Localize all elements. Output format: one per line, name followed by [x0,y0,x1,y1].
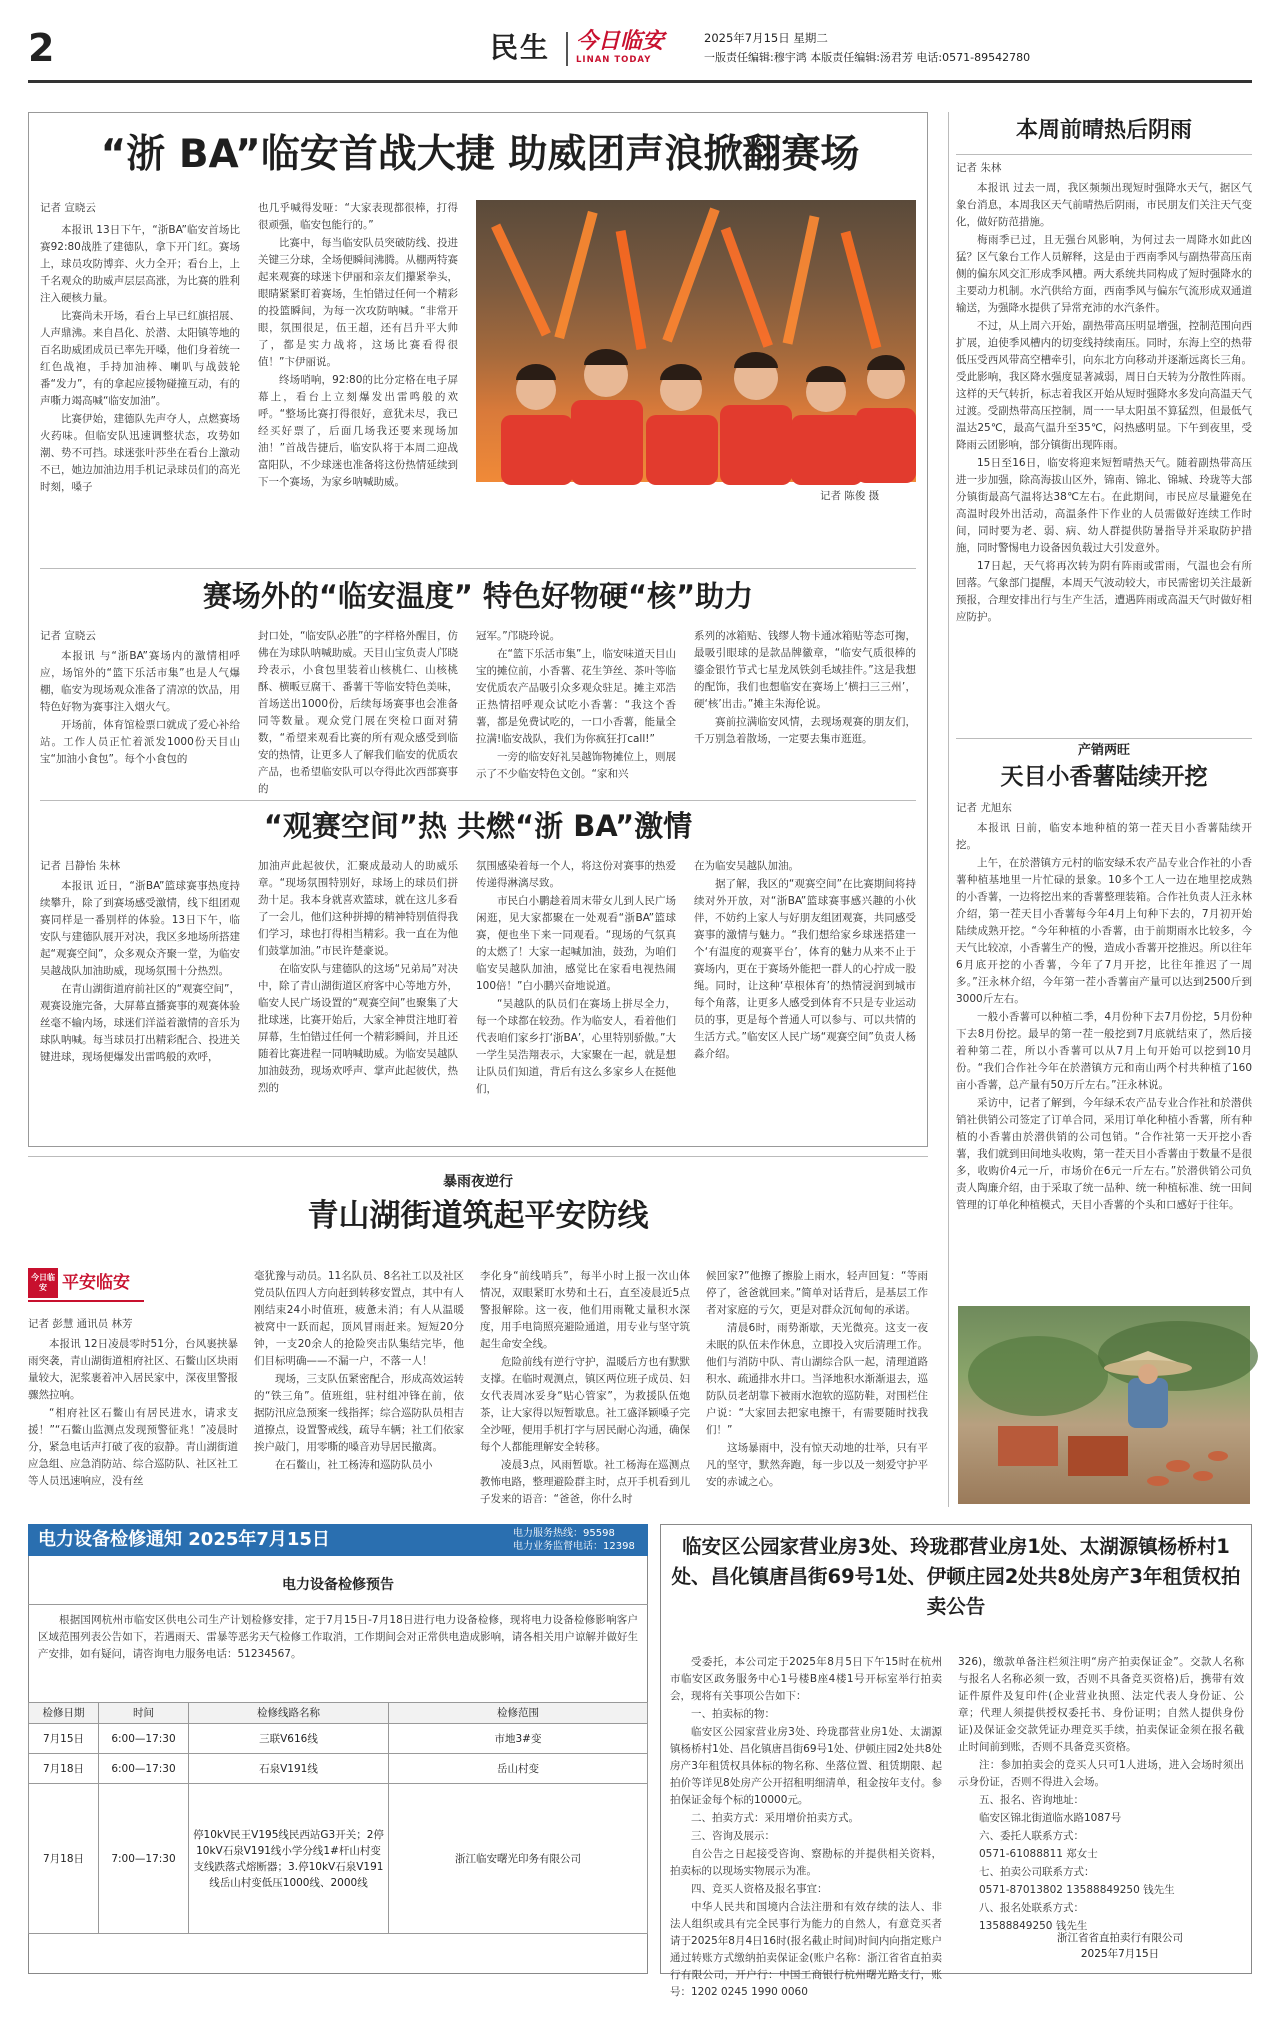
right-column-rule [948,112,949,1507]
byline-warmth: 记者 宣晓云 [40,630,96,642]
warmth-col4: 系列的冰箱贴、钱缪人物卡通冰箱贴等态可掬，最吸引眼球的是款品牌徽章，“临安气质很棒的鎏金银竹节式七星龙凤铁剑毛域挂件。”这是我想的配饰，我们也想临安在赛场上‘横扫三三州’，硬‘核’出击。”摊主朱海伦说。 赛前拉满临安风情，去现场观赛的朋友们，千万别急着散场，一定要去集市逛逛。 [694,630,916,745]
headline-viewing: “观赛空间”热 共燃“浙 BA”激情 [263,809,693,843]
page-header [28,26,1252,78]
photo-credit-basketball: 记者 陈俊 摄 [820,490,880,502]
headline-potato: 天目小香薯陆续开挖 [1000,764,1208,790]
power-band [28,1524,648,1556]
logo-en: LINAN TODAY [576,55,652,65]
divider-safety [28,1156,928,1157]
safety-badge-underline [28,1300,144,1302]
photo-basketball-fans [476,200,916,482]
headline-warmth: 赛场外的“临安温度” 特色好物硬“核”助力 [202,579,754,613]
headline-basketball: “浙 BA”临安首战大捷 助威团声浪掀翻赛场 [100,132,860,177]
potato-body: 本报讯 日前，临安本地种植的第一茬天目小香薯陆续开挖。 上午，在於潜镇方元村的临安绿禾农产品专业合作社的小香薯种植基地里一片忙碌的景象。10多个工人一边在地里挖成熟的小香薯，一边将挖出来的香薯整理装箱。合作社负责人汪永林介绍，第一茬天目小香薯每今年4月上旬种下去的，7月初开始陆续成熟开挖。“今年种植的小香薯，由于前期雨水比较多，今天气比较凉，小香薯生产的慢，造成小香薯开挖推迟。所以往年6月底开挖的小香薯，今年了7月开挖，比往年推迟了一周多。”汪永林介绍，今年第一茬小香薯亩产量可以达到2500斤到3000斤左右。 一般小香薯可以种植二季，4月份种下去7月份挖，5月份种下去8月份挖。最早的第一茬一般挖到7月底就结束了，然后接着种第二茬，所以小香薯可以从7月上旬开始可以挖到10月份。“我们合作社今年在於潜镇方元和南山两个村共种植了160亩小香薯，总产量有50万斤左右。”汪永林说。 采访中，记者了解到，今年绿禾农产品专业合作社和於潜供销社供销公司签定了订单合同，采用订单化种植小香薯，所有种植的小香薯由於潜供销的公司包销。“合作社第一天开挖小香薯，我们就到田间地头收购，第一茬天目小香薯由于数量不是很多，收购价4元一斤，市场价在6元一斤左右。”於潜供销公司负责人陶廉介绍，由于采取了统一品种、统一种植标准、统一田间管理的订单化种植模式，天目小香薯的个头和口感好于往年。 [956,822,1252,1211]
auction-col2: 326)，缴款单备注栏须注明“房产拍卖保证金”。交款人名称与报名人名称必须一致，否则不具备竞买资格)后，携带有效证件原件及复印件(企业营业执照、法定代表人身份证、公章；代理人须提供授权委托书、身份证明；自然人提供身份证)及保证金交款凭证办理竞买手续，拍卖保证金须在报名截止时间前到账，否则不具备竞买资格。 注：参加拍卖会的竞买人只可1人进场，进入会场时须出示身份证，否则不得进入会场。 五、报名、咨询地址： 临安区锦北街道临水路1087号 六、委托人联系方式： 0571-61088811 郑女士 七、拍卖公司联系方式： 0571-87013802 13588849250 钱先生 八、报名处联系方式： 13588849250 钱先生 [958,1656,1244,1932]
byline-potato: 记者 尤旭东 [956,802,1012,814]
warmth-col1: 本报讯 与“浙BA”赛场内的激情相呼应，场馆外的“篮下乐活市集”也是人气爆棚，临安为现场观众准备了清凉的饮品，用特色好物为赛事注入烟火气。 开场前，体育馆检票口就成了爱心补给站。工作人员正忙着派发1000份天目山宝“加油小食包”。每个小食包的 [40,650,240,765]
power-hotline-2: 电力业务监督电话：12398 [513,1541,635,1552]
headline-weather: 本周前晴热后阴雨 [1015,118,1192,143]
page-number: 2 [28,26,55,70]
table-row: 7月18日 7:00—17:30 停10kV民王V195线民西站G3开关；2停10kV石泉V191线小学分线1#杆山村变支线跌落式熔断器；3.停10kV石泉V191线岳山村变低压1000线、2000线 浙江临安曙光印务有限公司 [29,1784,648,1934]
byline-safety: 记者 彭慧 通讯员 林芳 [28,1318,133,1330]
byline-viewing: 记者 吕静怡 朱林 [40,860,121,872]
auction-date: 2025年7月15日 [1080,1948,1160,1960]
safety-col2: 毫犹豫与动员。11名队员、8名社工以及社区党员队伍四人方向赶到转移安置点，其中有人刚结束24小时值班，疲惫未消；有人从温暖被窝中一跃而起，顶风冒雨赶来。短短20分钟，一支20余人的抢险突击队集结完毕，他们目标明确——不漏一户，不落一人！ 现场，三支队伍紧密配合，形成高效运转的“铁三角”。值班组，驻村组冲锋在前，依据防汛应急预案一线指挥；综合巡防队员相吉道撩点，设置警戒线，疏导车辆；社工们依家挨户敲门，用零嘶的嗓音劝导居民撤离。 在石鳖山，社工杨涛和巡防队员小 [254,1270,464,1471]
potato-rule [956,738,1252,739]
safety-badge [28,1268,144,1300]
col-date-header: 检修日期 [29,1703,99,1724]
newspaper-logo [576,28,686,70]
power-notice-title: 电力设备检修预告 [282,1577,394,1593]
header-rule [28,80,1252,83]
viewing-col1: 本报讯 近日，“浙BA”篮球赛事热度持续攀升，除了到赛场感受激情，线下组团观赛同样是一番别样的体验。13日下午，临安队与建德队展开对决，我区多地场所搭建起“观赛空间”，众多观众齐聚一堂，为临安吴越战队加油助威，现场氛围十分热烈。 在青山湖街道府前社区的“观赛空间”，观赛设施完备，大屏幕直播赛事的观赛体验丝毫不输内场，球迷们洋溢着激情的音乐为球队呐喊。每当球员打出精彩配合、投进关键进球，现场便爆发出雷鸣般的欢呼， [40,880,240,1063]
viewing-col4: 在为临安吴越队加油。 据了解，我区的“观赛空间”在比赛期间将持续对外开放，对“浙BA”篮球赛事感兴趣的小伙伴，不妨约上家人与好朋友组团观赛，共同感受赛事的激情与魅力。“我们想给家乡球迷搭建一个‘有温度的观赛平台’，体育的魅力从来不止于赛场内，更在于赛场外能把一群人的心拧成一股绳。同时，让这种‘草根体育’的热情浸润到城市每个角落，让更多人感受到体育不只是专业运动员的事，更是每个普通人可以参与、可以共情的生活方式。”临安区人民广场“观赛空间”负责人杨淼介绍。 [694,860,916,1060]
safety-badge-label: 平安临安 [62,1273,130,1293]
table-row: 7月15日 6:00—17:30 三联V616线 市地3#变 [29,1724,648,1754]
fans-illustration [476,200,916,482]
divider-1 [40,568,916,569]
warmth-col3: 冠军。”邝晓玲说。 在“篮下乐活市集”上，临安味道天目山宝的摊位前，小香薯、花生笋丝、茶叶等临安优质农产品吸引众多观众驻足。摊主邓浩正热情招呼观众试吃小香薯：“我这个香薯，都是免费试吃的，一口小香薯，能量全拉满!临安战队，我们为你疯狂打call!” 一旁的临安好礼吴越饰物摊位上，则展示了不少临安特色文创。“家和兴 [476,630,676,780]
photo-potato-harvest [958,1306,1250,1504]
header-divider [566,32,568,66]
basketball-col2: 也几乎喊得发哑：“大家表现都很棒，打得很顽强，临安包能行的。” 比赛中，每当临安队员突破防线、投进关键三分球，全场便瞬间沸腾。从棚两特赛起来观赛的球迷卞伊丽和亲友们攥紧拳头，眼睛紧紧盯着赛场，生怕错过任何一个精彩的投篮瞬间，为每一次攻防呐喊。“非常开眼，氛围很足，伍王超，还有吕升平大帅了，都是实力战将，这场比赛看得很值！”卞伊丽说。 终场哨响，92:80的比分定格在电子屏幕上，看台上立刻爆发出雷鸣般的欢呼。“整场比赛打得很好，意犹未尽，我已经买好票了，后面几场我还要来现场加油！”首战告捷后，临安队将于本周二迎战富阳队，不少球迷也准备将这份热情延续到下一个赛场，为家乡呐喊助威。 [258,202,458,488]
col-range-header: 检修范围 [389,1703,648,1724]
byline-weather: 记者 朱林 [956,162,1002,174]
warmth-col2: 封口处，“临安队必胜”的字样格外醒目，仿佛在为球队呐喊助威。天目山宝负责人邝晓玲表示，小食包里装着山核桃仁、山核桃酥、横畈豆腐干、番薯干等临安特色美味，首场送出1000份，后续每场赛事也会准备同等数量。观众党门展在突检口面对猜数，“希望来观看比赛的所有观众感受到临安的热情，让更多人了解我们临安的优质农产品，也希望临安队可以夺得此次西部赛事的 [258,630,458,795]
weather-body: 本报讯 过去一周，我区频频出现短时强降水天气，据区气象台消息，本周我区天气前晴热后阴雨，市民朋友们关注天气变化，做好防范措施。 梅雨季已过，且无强台风影响，为何过去一周降水如此凶猛？区气象台工作人员解释，这是由于西南季风与副热带高压南侧的偏东风交汇形成季风槽。两大系统共同构成了短时强降水的主要动力机制。水汽供给方面，西南季风与偏东气流形成双通道输送，为强降水提供了异常充沛的水汽条件。 不过，从上周六开始，副热带高压明显增强，控制范围向西扩展，迫使季风槽内的切变线持续南压。同时，东海上空的热带低压受西风带高空槽牵引，向东北方向移动并逐渐远离长三角。受此影响，我区降水强度显著减弱，周日白天转为分散性阵雨。这样的天气转折，标志着我区开始从短时强降水多发向高温天气过渡。受副热带高压控制，周一一早太阳虽不算猛烈，但最低气温达25℃，最高气温升至35℃，闷热感明显。下午到夜里，受降雨云团影响，部分镇街出现阵雨。 15日至16日，临安将迎来短暂晴热天气。随着副热带高压进一步加强，除高海拔山区外，锦南、锦北、锦城、玲珑等大部分镇街最高气温将达38℃左右。在此期间，市民应尽量避免在高温时段外出活动，高温条件下作业的人员需做好连续工作时间，同时要为老、弱、病、幼人群提供防暑指导并采取防护措施，同时警惕电力设备因负载过大引发意外。 17日起，天气将再次转为阴有阵雨或雷雨，气温也会有所回落。气象部门提醒，本周天气波动较大，市民需密切关注最新预报，合理安排出行与生产生活，遭遇阵雨或高温天气时做好相应防护。 [956,182,1252,623]
power-band-title: 电力设备检修通知 2025年7月15日 [38,1529,330,1550]
section-name: 民生 [490,31,551,64]
col-time-header: 时间 [99,1703,189,1724]
safety-badge-logo: 今日临安 [28,1268,58,1298]
auction-company: 浙江省省直拍卖行有限公司 [1057,1932,1183,1944]
viewing-col3: 氛围感染着每一个人，将这份对赛事的热爱传递得淋漓尽致。 市民白小鹏趁着周末带女儿到人民广场闲逛，见大家都聚在一处观看“浙BA”篮球赛，便也坐下来一同观看。“现场的气氛真的太燃了！大家一起喊加油，鼓劲，为咱们临安吴越队加油，感觉比在家看电视热闹100倍！”白小鹏兴奋地说道。 “吴越队的队员们在赛场上拼尽全力，每一个球都在较劲。作为临安人，看着他们代表咱们家乡打‘浙BA’，心里特别骄傲。”大一学生吴浩翔表示，大家聚在一起，就是想让队员们知道，背后有这么多家乡人在挺他们， [476,860,676,1095]
safety-col4: 候回家?”他擦了擦脸上雨水，轻声回复：“等雨停了，爸爸就回来。”简单对话背后，是基层工作者对家庭的亏欠，更是对群众沉甸甸的承诺。 清晨6时，雨势渐歇，天光微亮。这支一夜未眠的队伍未作休息，立即投入灾后清理工作。他们与消防中队、青山湖综合队一起，清理道路积水、疏通排水井口。当泽地积水渐渐退去，巡防队员老胡靠下被雨水泡软的巡防鞋，对围栏住户说：“大家回去把家电擦干，有需要随时找我们！” 这场暴雨中，没有惊天动地的壮举，只有平凡的坚守，默然奔跑，每一步以及一刻爱守护平安的赤诚之心。 [706,1270,928,1488]
safety-col1: 本报讯 12日凌晨零时51分，台风裹挟暴雨突袭，青山湖街道相府社区、石鳖山区块雨量较大，泥浆裹着冲入居民家中，深夜里警报骤然拉响。 “相府社区石鳖山有居民进水，请求支援！”“石鳖山监测点发现预警征兆！”凌晨时分，紧急电话声打破了夜的寂静。青山湖街道应急组、应急消防站、综合巡防队、社区社工等人员迅速响应，没有丝 [28,1338,238,1487]
col-line-header: 检修线路名称 [189,1703,389,1724]
power-hotline-1: 电力服务热线：95598 [513,1528,615,1539]
headline-auction: 临安区公园家营业房3处、玲珑郡营业房1处、太湖源镇杨桥村1处、昌化镇唐昌街69号1处、伊顿庄园2处共8处房产3年租赁权拍卖公告 [671,1535,1241,1618]
byline-basketball: 记者 宣晓云 [40,202,96,214]
harvest-illustration [958,1306,1250,1504]
table-row: 7月18日 6:00—17:30 石泉V191线 岳山村变 [29,1754,648,1784]
date-line: 2025年7月15日 星期二 [704,31,828,45]
power-table-header [29,1703,648,1724]
divider-2 [40,800,916,801]
kicker-potato: 产销两旺 [1077,743,1130,758]
power-intro: 根据国网杭州市临安区供电公司生产计划检修安排，定于7月15日-7月18日进行电力设备检修，现将电力设备检修影响客户区域范围列表公告如下，若遇雨天、雷暴等恶劣天气检修工作取消，工作期间会对正常供电造成影响，请各相关用户谅解并做好生产安排，如有疑问，请咨询电力服务电话：51234567。 [38,1614,638,1660]
power-table-wrap [28,1702,648,1934]
kicker-safety: 暴雨夜逆行 [443,1174,513,1190]
weather-rule [956,154,1252,155]
basketball-col1: 本报讯 13日下午，“浙BA”临安首场比赛92:80战胜了建德队，拿下开门红。赛场上，球员攻防博弈、火力全开；看台上，上千名观众的助威声层层高涨，为比赛的胜利注入硬核力量。 比赛尚未开场，看台上早已红旗招展、人声鼎沸。来自昌化、於潜、太阳镇等地的百名助威团成员已率先开嗓，他们身着统一红色战袍，手持加油棒、喇叭与战鼓轮番“发力”，有的拿起应援物碰撞互动，有的声嘶力竭高喊“临安加油”。 比赛伊始，建德队先声夺人，点燃赛场火药味。但临安队迅速调整状态，攻势如潮、势不可挡。球迷张叶莎坐在看台上激动不已，她边加油边用手机记录球员们的高光时刻，嗓子 [40,224,240,493]
editors-line: 一版责任编辑:穆宇鸿 本版责任编辑:汤君芳 电话:0571-89542780 [704,51,1031,64]
power-title-rule [28,1604,648,1605]
power-schedule-table [28,1702,648,1934]
headline-safety: 青山湖街道筑起平安防线 [307,1198,649,1234]
viewing-col2: 加油声此起彼伏，汇聚成最动人的助威乐章。“现场氛围特别好，球场上的球员们拼劲十足。我本身就喜欢篮球，就在这儿多看了一会儿，他们这种拼搏的精神特别值得我们学习，球也打得相当精彩。我一直在为他们鼓掌加油。”市民许楚豪说。 在临安队与建德队的这场“兄弟局”对决中，除了青山湖街道区府客中心等地方外，临安人民广场设置的“观赛空间”也聚集了大批球迷，比赛开始后，大家全神贯注地盯着屏幕，生怕错过任何一个精彩瞬间，并且还随着比赛进程一同呐喊助威。为临安吴越队加油鼓劲，现场欢呼声、掌声此起彼伏，热烈的 [258,860,458,1094]
auction-col1: 受委托，本公司定于2025年8月5日下午15时在杭州市临安区政务服务中心1号楼B座4楼1号开标室举行拍卖会，现将有关事项公告如下： 一、拍卖标的物： 临安区公园家营业房3处、玲珑郡营业房1处、太湖源镇杨桥村1处、昌化镇唐昌街69号1处、伊顿庄园2处共8处房产3年租赁权具体标的物名称、坐落位置、租赁期限、起拍价等详见8处房产公开招租明细清单，租金按年支付。参拍保证金每个标的10000元。 二、拍卖方式：采用增价拍卖方式。 三、咨询及展示： 自公告之日起接受咨询、察勘标的并提供相关资料，拍卖标的以现场实物展示为准。 四、竞买人资格及报名事宜： 中华人民共和国境内合法注册和有效存续的法人、非法人组织或具有完全民事行为能力的自然人，有意竞买者请于2025年8月4日16时(报名截止时间)时间内向指定账户通过转账方式缴纳拍卖保证金(账户名称：浙江省省直拍卖行有限公司，开户行：中国工商银行杭州曙光路支行，账号：1202 0245 1990 0060 [670,1656,942,1998]
safety-col3: 李化身“前线哨兵”，每半小时上报一次山体情况，双眼紧盯水势和土石，直至凌晨近5点警报解除。这一夜，他们用雨靴丈量积水深度，用手电筒照亮避险通道，用专业与坚守筑起生命安全线。 危险前线有逆行守护，温暖后方也有默默支撑。在临时观测点，镇区两位班子成员、妇女代表周冰妥身“贴心管家”，为救援队伍炮茶，让大家得以短暂歇息。社工盛泽颖嗓子完全沙哑，便用手机打字与居民耐心沟通，确保每个人都能理解安全转移。 凌晨3点，风雨暂歇。社工杨海在巡测点教怖电路，整理避险群主时，点开手机看到儿子发来的语音：“爸爸，你什么时 [480,1270,690,1505]
logo-cn: 今日临安 [576,28,665,54]
